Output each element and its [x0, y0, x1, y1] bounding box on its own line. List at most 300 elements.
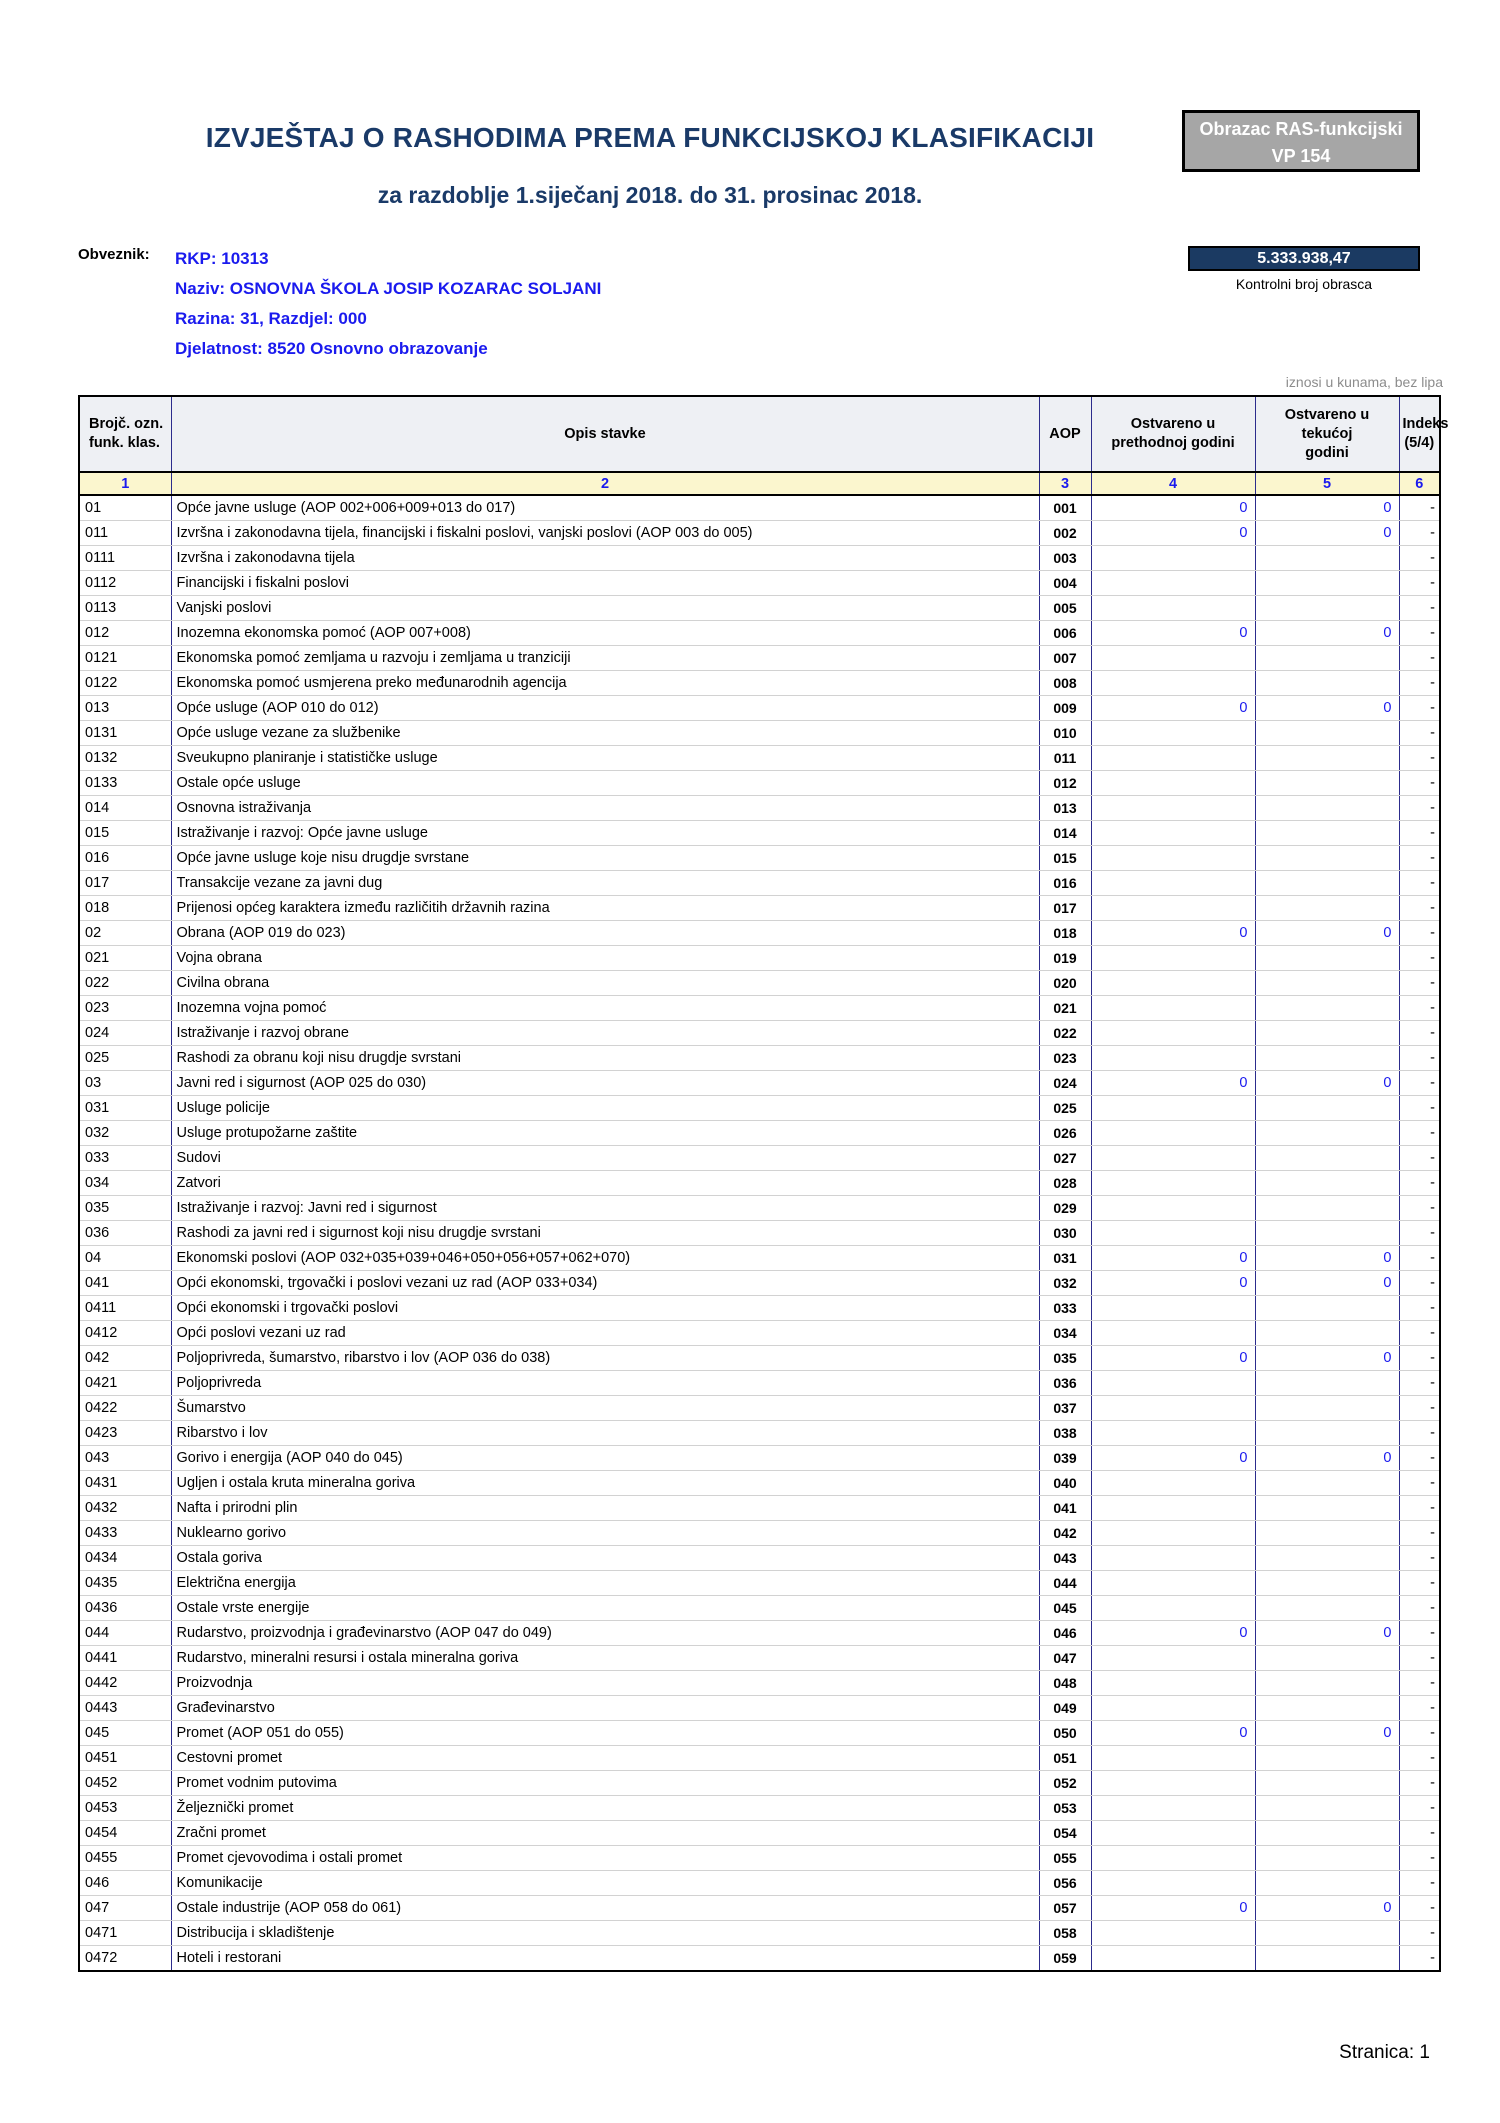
row-code: 016	[79, 846, 171, 871]
row-aop: 028	[1039, 1171, 1091, 1196]
row-index: -	[1399, 846, 1440, 871]
table-row	[79, 546, 1440, 571]
row-current-year	[1255, 1121, 1399, 1146]
row-current-year	[1255, 1471, 1399, 1496]
row-index: -	[1399, 1271, 1440, 1296]
row-aop: 051	[1039, 1746, 1091, 1771]
row-index: -	[1399, 721, 1440, 746]
table-row	[79, 1896, 1440, 1921]
row-current-year	[1255, 1046, 1399, 1071]
row-index: -	[1399, 1171, 1440, 1196]
row-code: 04	[79, 1246, 171, 1271]
row-aop: 024	[1039, 1071, 1091, 1096]
row-previous-year	[1091, 1546, 1255, 1571]
row-aop: 011	[1039, 746, 1091, 771]
row-code: 01	[79, 495, 171, 521]
row-description: Ostale industrije (AOP 058 do 061)	[171, 1896, 1039, 1921]
row-code: 041	[79, 1271, 171, 1296]
row-aop: 016	[1039, 871, 1091, 896]
row-index: -	[1399, 1146, 1440, 1171]
row-aop: 005	[1039, 596, 1091, 621]
row-aop: 010	[1039, 721, 1091, 746]
row-index: -	[1399, 1746, 1440, 1771]
row-current-year	[1255, 1746, 1399, 1771]
row-code: 0431	[79, 1471, 171, 1496]
row-aop: 050	[1039, 1721, 1091, 1746]
row-index: -	[1399, 1096, 1440, 1121]
row-aop: 021	[1039, 996, 1091, 1021]
units-note: iznosi u kunama, bez lipa	[1285, 374, 1443, 390]
row-description: Osnovna istraživanja	[171, 796, 1039, 821]
row-previous-year	[1091, 1571, 1255, 1596]
row-current-year	[1255, 1421, 1399, 1446]
row-previous-year	[1091, 1146, 1255, 1171]
row-code: 0443	[79, 1696, 171, 1721]
row-current-year: 0	[1255, 1896, 1399, 1921]
row-current-year	[1255, 821, 1399, 846]
row-previous-year	[1091, 671, 1255, 696]
row-description: Poljoprivreda	[171, 1371, 1039, 1396]
row-previous-year	[1091, 1521, 1255, 1546]
row-aop: 014	[1039, 821, 1091, 846]
row-index: -	[1399, 1296, 1440, 1321]
row-aop: 033	[1039, 1296, 1091, 1321]
row-previous-year	[1091, 1396, 1255, 1421]
row-index: -	[1399, 896, 1440, 921]
row-code: 025	[79, 1046, 171, 1071]
row-aop: 037	[1039, 1396, 1091, 1421]
row-aop: 059	[1039, 1946, 1091, 1972]
row-previous-year	[1091, 896, 1255, 921]
control-number-caption: Kontrolni broj obrasca	[1235, 276, 1373, 292]
col-number-5: 5	[1255, 472, 1399, 495]
row-index: -	[1399, 1696, 1440, 1721]
row-index: -	[1399, 1446, 1440, 1471]
row-code: 031	[79, 1096, 171, 1121]
row-aop: 030	[1039, 1221, 1091, 1246]
row-index: -	[1399, 746, 1440, 771]
row-current-year	[1255, 1646, 1399, 1671]
row-aop: 045	[1039, 1596, 1091, 1621]
col-number-3: 3	[1039, 472, 1091, 495]
row-previous-year	[1091, 1021, 1255, 1046]
row-index: -	[1399, 646, 1440, 671]
obveznik-details	[175, 244, 601, 364]
row-index: -	[1399, 1621, 1440, 1646]
row-description: Distribucija i skladištenje	[171, 1921, 1039, 1946]
col-header-current-year	[1255, 396, 1399, 472]
row-code: 045	[79, 1721, 171, 1746]
row-current-year	[1255, 646, 1399, 671]
row-description: Električna energija	[171, 1571, 1039, 1596]
table-row	[79, 921, 1440, 946]
row-index: -	[1399, 871, 1440, 896]
row-index: -	[1399, 1196, 1440, 1221]
row-code: 0453	[79, 1796, 171, 1821]
document-header	[0, 0, 1500, 270]
row-description: Gorivo i energija (AOP 040 do 045)	[171, 1446, 1039, 1471]
row-current-year: 0	[1255, 1346, 1399, 1371]
row-current-year: 0	[1255, 921, 1399, 946]
row-description: Ostale opće usluge	[171, 771, 1039, 796]
row-previous-year	[1091, 1696, 1255, 1721]
col-header-current-year-line1: Ostvareno u tekućoj	[1284, 406, 1370, 442]
row-code: 0122	[79, 671, 171, 696]
row-index: -	[1399, 596, 1440, 621]
table-row	[79, 971, 1440, 996]
row-previous-year	[1091, 1371, 1255, 1396]
row-index: -	[1399, 1896, 1440, 1921]
col-header-previous-year-line2: prethodnoj godini	[1111, 435, 1235, 451]
row-code: 018	[79, 896, 171, 921]
row-index: -	[1399, 571, 1440, 596]
row-previous-year	[1091, 1921, 1255, 1946]
row-code: 024	[79, 1021, 171, 1046]
table-row	[79, 646, 1440, 671]
row-previous-year: 0	[1091, 1271, 1255, 1296]
row-current-year	[1255, 1296, 1399, 1321]
row-description: Proizvodnja	[171, 1671, 1039, 1696]
row-previous-year: 0	[1091, 696, 1255, 721]
row-description: Ostala goriva	[171, 1546, 1039, 1571]
row-aop: 057	[1039, 1896, 1091, 1921]
col-header-description: Opis stavke	[171, 396, 1039, 472]
row-index: -	[1399, 1246, 1440, 1271]
col-header-index-line1: Indeks	[1402, 416, 1449, 432]
row-previous-year	[1091, 996, 1255, 1021]
row-code: 0411	[79, 1296, 171, 1321]
row-code: 0433	[79, 1521, 171, 1546]
table-row	[79, 596, 1440, 621]
row-description: Ekonomski poslovi (AOP 032+035+039+046+050+056+057+062+070)	[171, 1246, 1039, 1271]
row-previous-year	[1091, 1121, 1255, 1146]
row-code: 0452	[79, 1771, 171, 1796]
row-index: -	[1399, 1221, 1440, 1246]
row-aop: 027	[1039, 1146, 1091, 1171]
row-code: 0455	[79, 1846, 171, 1871]
row-aop: 049	[1039, 1696, 1091, 1721]
row-code: 0133	[79, 771, 171, 796]
report-table-body	[79, 495, 1440, 1971]
row-current-year	[1255, 1796, 1399, 1821]
row-previous-year: 0	[1091, 521, 1255, 546]
row-aop: 013	[1039, 796, 1091, 821]
row-code: 011	[79, 521, 171, 546]
table-column-number-row	[79, 472, 1440, 495]
row-aop: 022	[1039, 1021, 1091, 1046]
row-previous-year: 0	[1091, 1071, 1255, 1096]
row-previous-year: 0	[1091, 1246, 1255, 1271]
row-previous-year	[1091, 871, 1255, 896]
row-code: 0121	[79, 646, 171, 671]
row-current-year	[1255, 1396, 1399, 1421]
row-current-year: 0	[1255, 621, 1399, 646]
row-code: 013	[79, 696, 171, 721]
page-footer: Stranica: 1	[1339, 2042, 1430, 2063]
row-description: Ekonomska pomoć zemljama u razvoju i zemljama u tranziciji	[171, 646, 1039, 671]
row-code: 0422	[79, 1396, 171, 1421]
row-description: Zračni promet	[171, 1821, 1039, 1846]
row-previous-year	[1091, 1046, 1255, 1071]
row-previous-year	[1091, 1796, 1255, 1821]
col-header-previous-year	[1091, 396, 1255, 472]
row-description: Građevinarstvo	[171, 1696, 1039, 1721]
row-code: 0113	[79, 596, 171, 621]
row-index: -	[1399, 671, 1440, 696]
row-current-year	[1255, 1221, 1399, 1246]
row-description: Cestovni promet	[171, 1746, 1039, 1771]
row-index: -	[1399, 1871, 1440, 1896]
row-description: Vojna obrana	[171, 946, 1039, 971]
row-index: -	[1399, 1046, 1440, 1071]
table-row	[79, 1521, 1440, 1546]
row-index: -	[1399, 1646, 1440, 1671]
obveznik-rkp: RKP: 10313	[175, 249, 269, 268]
row-description: Izvršna i zakonodavna tijela, financijski i fiskalni poslovi, vanjski poslovi (AOP 003 do 005)	[171, 521, 1039, 546]
row-code: 032	[79, 1121, 171, 1146]
row-description: Opće javne usluge koje nisu drugdje svrstane	[171, 846, 1039, 871]
row-index: -	[1399, 1396, 1440, 1421]
row-description: Istraživanje i razvoj: Opće javne usluge	[171, 821, 1039, 846]
row-current-year: 0	[1255, 1071, 1399, 1096]
row-aop: 042	[1039, 1521, 1091, 1546]
row-description: Hoteli i restorani	[171, 1946, 1039, 1972]
row-current-year: 0	[1255, 1271, 1399, 1296]
row-description: Rashodi za obranu koji nisu drugdje svrstani	[171, 1046, 1039, 1071]
row-previous-year	[1091, 1871, 1255, 1896]
row-aop: 052	[1039, 1771, 1091, 1796]
row-previous-year	[1091, 1321, 1255, 1346]
row-previous-year	[1091, 1771, 1255, 1796]
row-previous-year	[1091, 1421, 1255, 1446]
table-row	[79, 1671, 1440, 1696]
row-current-year	[1255, 1021, 1399, 1046]
table-row	[79, 1246, 1440, 1271]
row-aop: 039	[1039, 1446, 1091, 1471]
row-description: Obrana (AOP 019 do 023)	[171, 921, 1039, 946]
row-description: Promet (AOP 051 do 055)	[171, 1721, 1039, 1746]
row-description: Poljoprivreda, šumarstvo, ribarstvo i lov (AOP 036 do 038)	[171, 1346, 1039, 1371]
table-row	[79, 1446, 1440, 1471]
row-index: -	[1399, 1571, 1440, 1596]
row-aop: 046	[1039, 1621, 1091, 1646]
table-row	[79, 796, 1440, 821]
row-previous-year	[1091, 646, 1255, 671]
row-index: -	[1399, 1346, 1440, 1371]
table-row	[79, 771, 1440, 796]
row-index: -	[1399, 696, 1440, 721]
table-row	[79, 1196, 1440, 1221]
row-aop: 002	[1039, 521, 1091, 546]
form-code-badge	[1182, 110, 1420, 172]
table-row	[79, 571, 1440, 596]
row-index: -	[1399, 1421, 1440, 1446]
row-description: Istraživanje i razvoj: Javni red i sigurnost	[171, 1196, 1039, 1221]
report-period: za razdoblje 1.siječanj 2018. do 31. prosinac 2018.	[377, 182, 923, 208]
row-code: 0441	[79, 1646, 171, 1671]
row-code: 015	[79, 821, 171, 846]
row-current-year	[1255, 1371, 1399, 1396]
row-previous-year	[1091, 1221, 1255, 1246]
row-current-year: 0	[1255, 495, 1399, 521]
row-description: Izvršna i zakonodavna tijela	[171, 546, 1039, 571]
row-previous-year	[1091, 1646, 1255, 1671]
row-current-year	[1255, 1671, 1399, 1696]
row-description: Opće usluge vezane za službenike	[171, 721, 1039, 746]
row-previous-year: 0	[1091, 1721, 1255, 1746]
row-aop: 053	[1039, 1796, 1091, 1821]
row-previous-year	[1091, 1296, 1255, 1321]
row-description: Ekonomska pomoć usmjerena preko međunarodnih agencija	[171, 671, 1039, 696]
row-aop: 026	[1039, 1121, 1091, 1146]
row-aop: 055	[1039, 1846, 1091, 1871]
col-header-index-line2: (5/4)	[1404, 435, 1435, 451]
row-previous-year	[1091, 1946, 1255, 1972]
row-index: -	[1399, 1546, 1440, 1571]
row-description: Opći ekonomski i trgovački poslovi	[171, 1296, 1039, 1321]
row-aop: 029	[1039, 1196, 1091, 1221]
row-code: 0432	[79, 1496, 171, 1521]
row-index: -	[1399, 1596, 1440, 1621]
table-row	[79, 1171, 1440, 1196]
row-description: Transakcije vezane za javni dug	[171, 871, 1039, 896]
row-code: 0472	[79, 1946, 171, 1972]
row-index: -	[1399, 495, 1440, 521]
row-index: -	[1399, 1471, 1440, 1496]
row-code: 042	[79, 1346, 171, 1371]
col-header-current-year-line2: godini	[1305, 444, 1349, 461]
row-current-year	[1255, 571, 1399, 596]
row-code: 0111	[79, 546, 171, 571]
row-code: 02	[79, 921, 171, 946]
obveznik-naziv: Naziv: OSNOVNA ŠKOLA JOSIP KOZARAC SOLJANI	[175, 279, 602, 298]
row-previous-year: 0	[1091, 495, 1255, 521]
row-index: -	[1399, 771, 1440, 796]
table-row	[79, 1046, 1440, 1071]
row-index: -	[1399, 1821, 1440, 1846]
row-current-year	[1255, 771, 1399, 796]
row-description: Ostale vrste energije	[171, 1596, 1039, 1621]
table-row	[79, 1421, 1440, 1446]
col-number-6: 6	[1399, 472, 1440, 495]
row-description: Promet cjevovodima i ostali promet	[171, 1846, 1039, 1871]
row-code: 012	[79, 621, 171, 646]
col-header-code-line1: Brojč. ozn.	[89, 416, 164, 432]
row-description: Istraživanje i razvoj obrane	[171, 1021, 1039, 1046]
table-row	[79, 1721, 1440, 1746]
table-row	[79, 1021, 1440, 1046]
row-previous-year	[1091, 571, 1255, 596]
row-aop: 023	[1039, 1046, 1091, 1071]
row-code: 0454	[79, 1821, 171, 1846]
row-code: 023	[79, 996, 171, 1021]
row-description: Šumarstvo	[171, 1396, 1039, 1421]
row-current-year: 0	[1255, 1721, 1399, 1746]
row-description: Javni red i sigurnost (AOP 025 do 030)	[171, 1071, 1039, 1096]
row-aop: 047	[1039, 1646, 1091, 1671]
row-aop: 035	[1039, 1346, 1091, 1371]
row-current-year	[1255, 846, 1399, 871]
table-row	[79, 871, 1440, 896]
row-aop: 048	[1039, 1671, 1091, 1696]
row-description: Prijenosi općeg karaktera između različitih državnih razina	[171, 896, 1039, 921]
row-index: -	[1399, 1946, 1440, 1972]
row-aop: 038	[1039, 1421, 1091, 1446]
table-row	[79, 746, 1440, 771]
row-description: Opći poslovi vezani uz rad	[171, 1321, 1039, 1346]
table-row	[79, 1221, 1440, 1246]
row-index: -	[1399, 996, 1440, 1021]
row-current-year	[1255, 1871, 1399, 1896]
row-code: 0112	[79, 571, 171, 596]
table-row	[79, 821, 1440, 846]
col-header-code	[79, 396, 171, 472]
row-current-year: 0	[1255, 1446, 1399, 1471]
table-row	[79, 1746, 1440, 1771]
row-description: Rudarstvo, proizvodnja i građevinarstvo (AOP 047 do 049)	[171, 1621, 1039, 1646]
row-previous-year	[1091, 1671, 1255, 1696]
row-previous-year	[1091, 1471, 1255, 1496]
row-aop: 007	[1039, 646, 1091, 671]
row-index: -	[1399, 821, 1440, 846]
row-current-year	[1255, 1321, 1399, 1346]
control-number-value: 5.333.938,47	[1188, 246, 1420, 271]
row-aop: 054	[1039, 1821, 1091, 1846]
table-row	[79, 721, 1440, 746]
row-previous-year	[1091, 596, 1255, 621]
row-aop: 044	[1039, 1571, 1091, 1596]
table-row	[79, 1371, 1440, 1396]
report-table	[78, 395, 1449, 1972]
row-current-year	[1255, 1921, 1399, 1946]
row-previous-year: 0	[1091, 1446, 1255, 1471]
table-row	[79, 1396, 1440, 1421]
table-row	[79, 1496, 1440, 1521]
row-description: Sudovi	[171, 1146, 1039, 1171]
table-row	[79, 1821, 1440, 1846]
row-index: -	[1399, 621, 1440, 646]
row-description: Opće javne usluge (AOP 002+006+009+013 do 017)	[171, 495, 1039, 521]
row-aop: 056	[1039, 1871, 1091, 1896]
row-description: Civilna obrana	[171, 971, 1039, 996]
row-previous-year	[1091, 971, 1255, 996]
table-row	[79, 1146, 1440, 1171]
row-description: Vanjski poslovi	[171, 596, 1039, 621]
table-row	[79, 1621, 1440, 1646]
row-current-year	[1255, 1946, 1399, 1972]
row-current-year	[1255, 946, 1399, 971]
row-aop: 058	[1039, 1921, 1091, 1946]
row-aop: 019	[1039, 946, 1091, 971]
table-row	[79, 1071, 1440, 1096]
row-index: -	[1399, 1771, 1440, 1796]
obveznik-djelatnost: Djelatnost: 8520 Osnovno obrazovanje	[175, 339, 488, 358]
row-previous-year: 0	[1091, 921, 1255, 946]
row-description: Komunikacije	[171, 1871, 1039, 1896]
row-current-year	[1255, 971, 1399, 996]
row-code: 017	[79, 871, 171, 896]
row-description: Sveukupno planiranje i statističke usluge	[171, 746, 1039, 771]
row-description: Promet vodnim putovima	[171, 1771, 1039, 1796]
row-code: 0131	[79, 721, 171, 746]
row-previous-year	[1091, 796, 1255, 821]
row-aop: 008	[1039, 671, 1091, 696]
col-header-index	[1399, 396, 1449, 472]
row-code: 043	[79, 1446, 171, 1471]
row-code: 0434	[79, 1546, 171, 1571]
table-row	[79, 1346, 1440, 1371]
table-row	[79, 846, 1440, 871]
